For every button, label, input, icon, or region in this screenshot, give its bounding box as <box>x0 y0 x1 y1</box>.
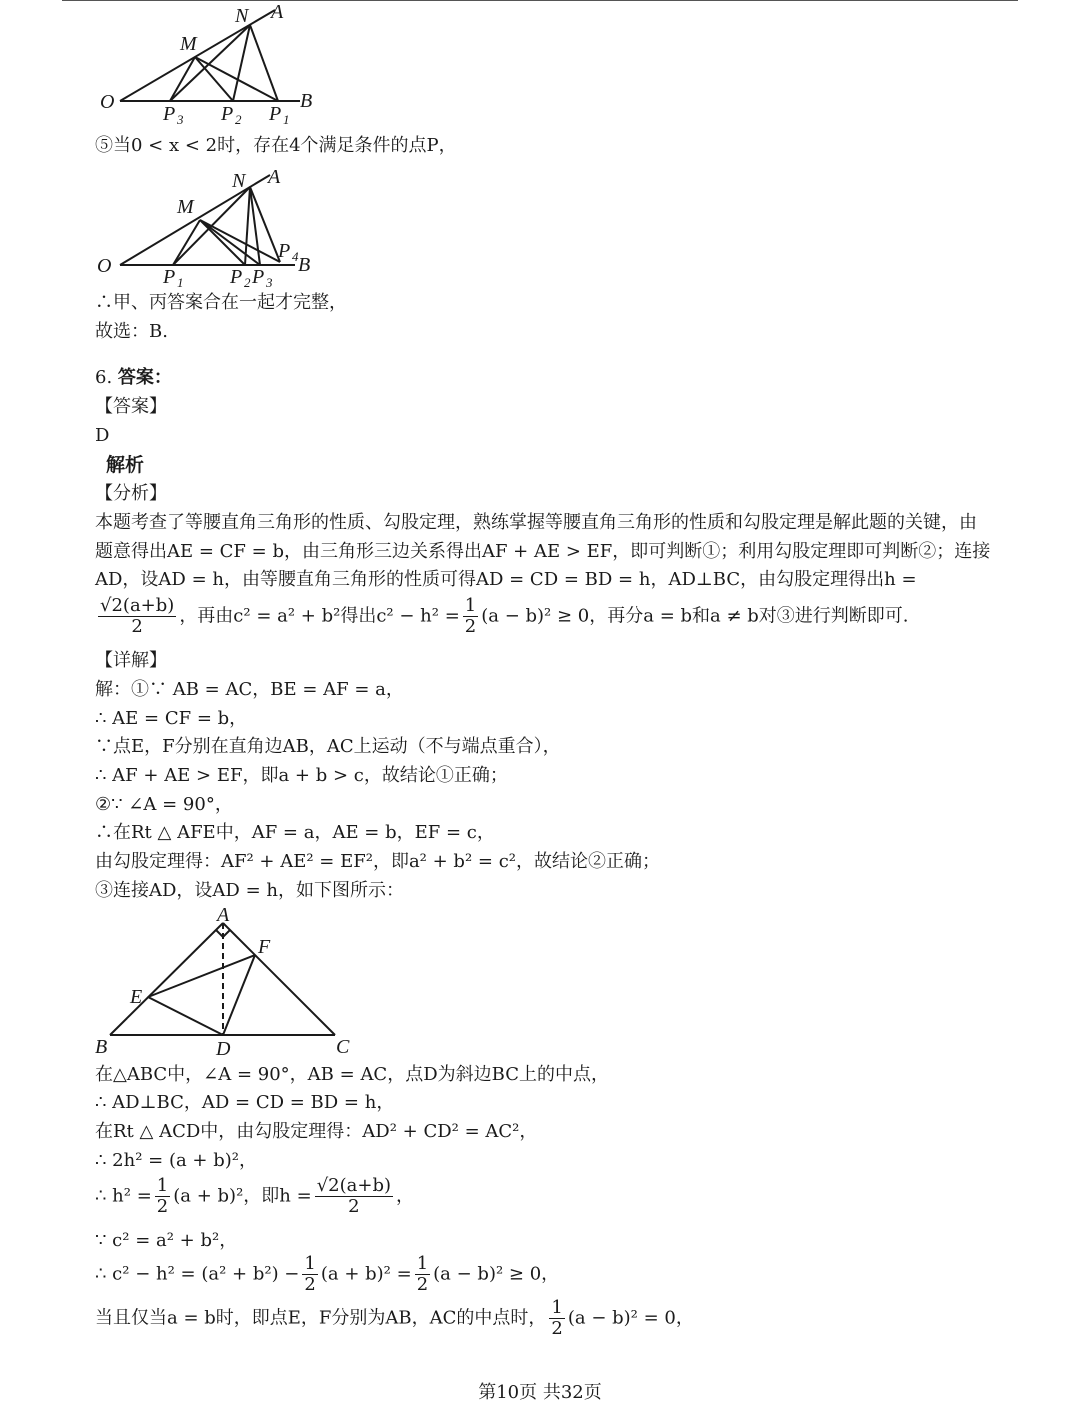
detail-line-9: 在△ABC中，∠A = 90°，AB = AC，点D为斜边BC上的中点， <box>95 1064 609 1085</box>
label-O: O <box>97 255 112 277</box>
detail-line-13: ∴ h² = $\frac{1}{2}$ (a + b)²，即h = $\frac{√2(a+b)}{2}$ ， <box>95 1175 414 1217</box>
choice-line: 故选：B. <box>95 321 168 342</box>
detail-line-8: ③连接AD，设AD = h，如下图所示： <box>95 880 404 901</box>
label-P2-sub: 2 <box>235 112 242 127</box>
figure-case4 <box>95 0 335 130</box>
detail-line-14: ∵ c² = a² + b²， <box>95 1230 238 1251</box>
detail-line-7: 由勾股定理得：AF² + AE² = EF²，即a² + b² = c²，故结论②正确； <box>95 851 660 872</box>
figure-case5 <box>95 165 335 290</box>
detail-line-3: ∵点E，F分别在直角边AB，AC上运动（不与端点重合）， <box>95 736 561 757</box>
fraction-h: $\frac{√2(a+b)}{2}$ <box>100 595 175 637</box>
fraction-half: $\frac{1}{2}$ <box>304 1253 316 1295</box>
fraction-half: $\frac{1}{2}$ <box>416 1253 429 1295</box>
detail-line-1: 解：①∵ AB = AC，BE = AF = a， <box>95 679 404 700</box>
detail-line-5: ②∵ ∠A = 90°， <box>95 794 233 815</box>
label-P4: P <box>278 240 291 262</box>
q6-number: 6. <box>95 367 113 388</box>
fenxi-bracket: 【分析】 <box>95 483 167 504</box>
label-O: O <box>100 91 115 113</box>
detail-line-15: ∴ c² − h² = (a² + b²) − $\frac{1}{2}$ (a + b)² = $\frac{1}{2}$ (a − b)² ≥ 0， <box>95 1253 560 1295</box>
case5-line: ⑤当0 < x < 2时，存在4个满足条件的点P， <box>95 135 457 156</box>
label-N: N <box>235 5 249 27</box>
label-P2: P <box>230 266 243 288</box>
xiangjie-bracket: 【详解】 <box>95 650 167 671</box>
label-F: F <box>258 936 271 958</box>
fraction-h: $\frac{√2(a+b)}{2}$ <box>316 1175 391 1217</box>
label-M: M <box>177 196 194 218</box>
label-A: A <box>217 905 230 926</box>
label-P3-sub: 3 <box>177 112 184 127</box>
label-B: B <box>95 1036 108 1057</box>
analysis-title: 解析 <box>106 454 145 476</box>
q6-heading <box>95 367 172 389</box>
label-M: M <box>180 33 197 55</box>
label-P1-sub: 1 <box>177 275 184 290</box>
label-P3: P <box>252 266 265 288</box>
fenxi-line-1: 本题考查了等腰直角三角形的性质、勾股定理，熟练掌握等腰直角三角形的性质和勾股定理是解此题的关键，由 <box>95 512 977 533</box>
fraction-half: $\frac{1}{2}$ <box>551 1297 563 1339</box>
detail-line-4: ∴ AF + AE > EF，即a + b > c，故结论①正确； <box>95 765 508 786</box>
answer-value: D <box>95 425 110 446</box>
q6-answer-title: 答案： <box>117 367 172 388</box>
detail-line-16: 当且仅当a = b时，即点E，F分别为AB，AC的中点时， $\frac{1}{2}$ (a − b)² = 0， <box>95 1297 694 1339</box>
label-P1: P <box>163 266 176 288</box>
label-A: A <box>271 1 284 23</box>
answer-bracket: 【答案】 <box>95 396 167 417</box>
fraction-half: $\frac{1}{2}$ <box>464 595 477 637</box>
detail-line-12: ∴ 2h² = (a + b)²， <box>95 1150 257 1171</box>
fenxi-line-2: 题意得出AE = CF = b，由三角形三边关系得出AF + AE > EF，即可判断①；利用勾股定理即可判断②；连接 <box>95 541 991 562</box>
label-D: D <box>216 1038 231 1057</box>
label-B: B <box>298 254 311 276</box>
detail-line-10: ∴ AD⊥BC，AD = CD = BD = h， <box>95 1092 395 1113</box>
figure-triangle-abc <box>90 905 360 1057</box>
conclude-line: ∴甲、丙答案合在一起才完整， <box>95 292 347 313</box>
label-P4-sub: 4 <box>292 249 299 264</box>
detail-line-6: ∴在Rt △ AFE中，AF = a，AE = b，EF = c， <box>95 822 495 843</box>
page-footer: 第10页 共32页 <box>478 1382 602 1403</box>
label-P2: P <box>221 103 234 125</box>
fenxi-line-3: AD，设AD = h，由等腰直角三角形的性质可得AD = CD = BD = h，AD⊥BC，由勾股定理得出h = <box>95 569 917 590</box>
label-P3: P <box>163 103 176 125</box>
label-P2-sub: 2 <box>244 275 251 290</box>
label-P3-sub: 3 <box>266 275 273 290</box>
label-N: N <box>232 170 246 192</box>
fraction-half: $\frac{1}{2}$ <box>156 1175 169 1217</box>
detail-line-11: 在Rt △ ACD中，由勾股定理得：AD² + CD² = AC²， <box>95 1121 538 1142</box>
label-P1: P <box>269 103 282 125</box>
label-B: B <box>300 90 313 112</box>
label-P1-sub: 1 <box>283 112 290 127</box>
label-E: E <box>130 986 143 1008</box>
label-A: A <box>268 166 281 188</box>
fenxi-line-4: $\frac{√2(a+b)}{2}$ ，再由c² = a² + b²得出c² − h² = $\frac{1}{2}$ (a − b)² ≥ 0，再分a = b和a ≠ b对③进行判断即可. <box>100 595 909 637</box>
label-C: C <box>336 1036 350 1057</box>
detail-line-2: ∴ AE = CF = b， <box>95 708 248 729</box>
